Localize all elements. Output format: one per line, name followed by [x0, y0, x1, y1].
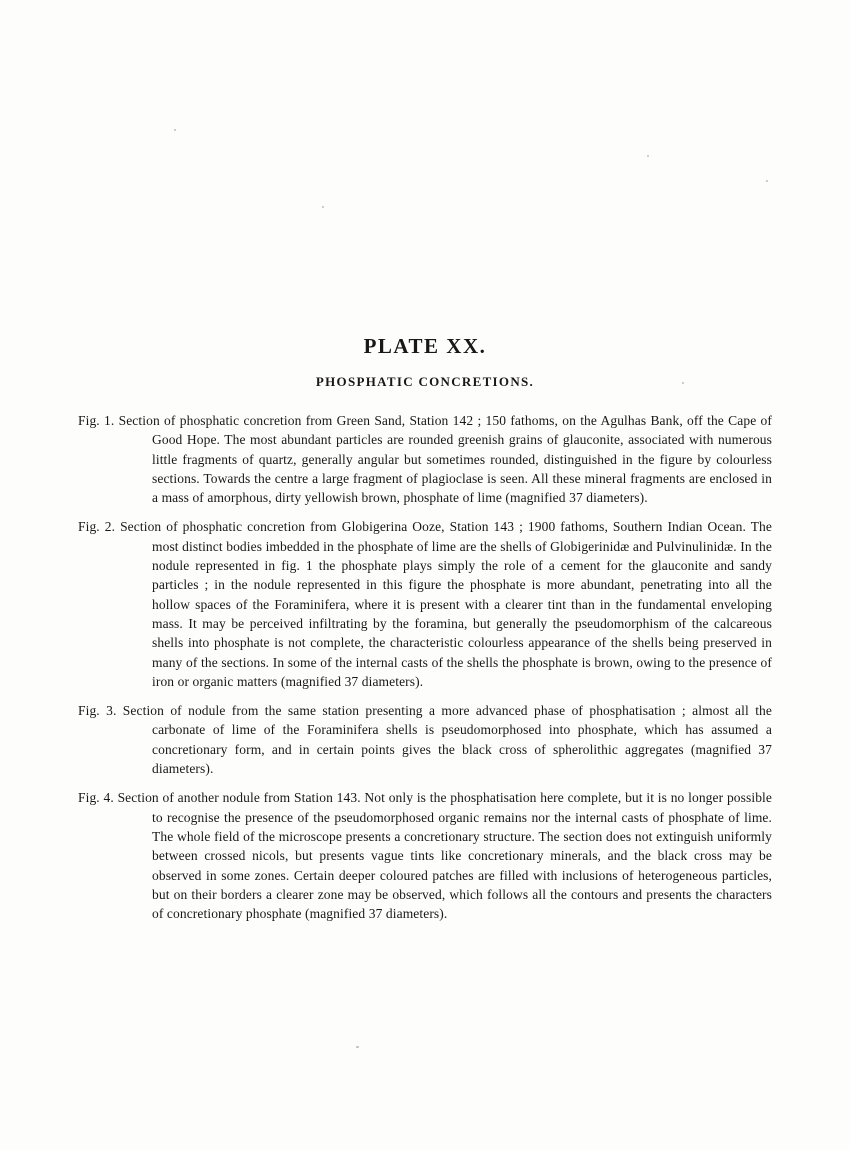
figure-descriptions — [78, 411, 772, 923]
figure-label: Fig. 3. — [78, 703, 117, 719]
figure-entry-4 — [78, 788, 772, 923]
figure-label: Fig. 1. — [78, 413, 115, 428]
figure-text: Section of phosphatic concretion from Green Sand, Station 142 ; 150 fathoms, on the Agulhas Bank, off the Cape of Good Hope. The most abundant particles are rounded greenish grains of glauconite, associated with numerous little fragments of quartz, generally angular but sometimes rounded, distinguished in the figure by colourless sections. Towards the centre a large fragment of plagioclase is seen. All these mineral fragments are enclosed in a mass of amorphous, dirty yellowish brown, phosphate of lime (magnified 37 diameters). — [118, 413, 772, 506]
scan-speck — [766, 180, 768, 182]
figure-entry-2 — [78, 517, 772, 691]
figure-label: Fig. 2. — [78, 519, 116, 535]
plate-subtitle: PHOSPHATIC CONCRETIONS. — [315, 374, 535, 389]
scan-speck — [682, 382, 684, 384]
scan-speck — [356, 1046, 359, 1048]
figure-text: Section of nodule from the same station presenting a more advanced phase of phosphatisation ; almost all the carbonate of lime of the Foraminifera shells is pseudomorphosed into phosphate, which has assumed a concretionary form, and in certain points gives the black cross of spherolithic aggregates (magnified 37 diameters). — [122, 703, 772, 777]
plate-title: PLATE XX. — [363, 334, 487, 358]
figure-text: Section of another nodule from Station 143. Not only is the phosphatisation here complete, but it is no longer possible to recognise the presence of the pseudomorphosed organic remains nor the internal casts of phosphate of lime. The whole field of the microscope presents a concretionary structure. The section does not extinguish uniformly between crossed nicols, but presents vague tints like concretionary minerals, and the black cross may be observed in some zones. Certain deeper coloured patches are filled with inclusions of heterogeneous particles, but on their borders a clearer zone may be observed, which follows all the contours and presents the characters of concretionary phosphate (magnified 37 diameters). — [117, 790, 772, 922]
scan-speck — [174, 129, 176, 131]
scan-speck — [647, 155, 649, 157]
figure-entry-3 — [78, 701, 772, 778]
figure-text: Section of phosphatic concretion from Globigerina Ooze, Station 143 ; 1900 fathoms, Southern Indian Ocean. The most distinct bodies imbedded in the phosphate of lime are the shells of Globigerinidæ and Pulvinulinidæ. In the nodule represented in fig. 1 the phosphate plays simply the role of a cement for the glauconite and sandy particles ; in the nodule represented in this figure the phosphate is more abundant, penetrating into all the hollow spaces of the Foraminifera, where it is present with a clearer tint than in the fundamental enveloping mass. It may be perceived infiltrating by the foramina, but generally the pseudomorphism of the calcareous shells into phosphate is not complete, the characteristic colourless appearance of the shells being preserved in many of the sections. In some of the internal casts of the shells the phosphate is brown, owing to the presence of iron or organic matters (magnified 37 diameters). — [120, 519, 772, 689]
figure-label: Fig. 4. — [78, 790, 114, 806]
scan-speck — [322, 206, 324, 208]
figure-entry-1 — [78, 411, 772, 507]
